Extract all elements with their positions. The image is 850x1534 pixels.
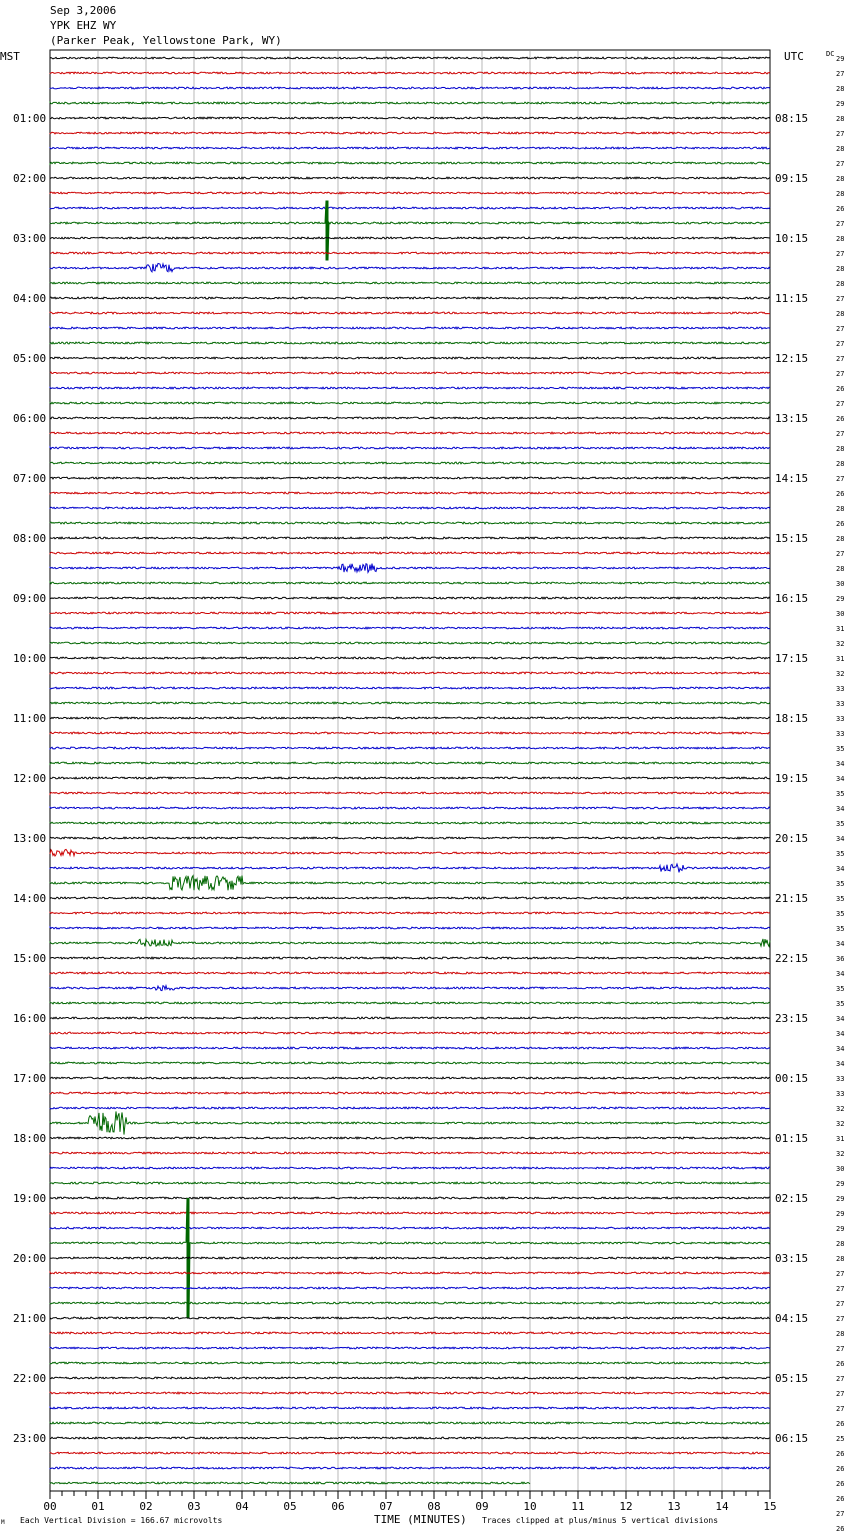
dc-value: 28 — [836, 1330, 845, 1338]
dc-value: 28 — [836, 235, 845, 243]
dc-value: 28 — [836, 145, 845, 153]
trace-line — [50, 777, 770, 779]
dc-value: 29 — [836, 1195, 845, 1203]
trace-line — [50, 492, 770, 494]
x-tick-label: 05 — [283, 1500, 297, 1513]
trace-line — [50, 1092, 770, 1094]
x-tick-label: 00 — [43, 1500, 57, 1513]
x-tick-label: 09 — [475, 1500, 489, 1513]
trace-line — [50, 57, 770, 59]
trace-line — [50, 1332, 770, 1334]
x-axis-title: TIME (MINUTES) — [374, 1513, 467, 1526]
dc-value: 29 — [836, 1225, 845, 1233]
utc-hour-label: 11:15 — [775, 292, 809, 305]
utc-hour-label: 08:15 — [775, 112, 809, 125]
mst-hour-label: 11:00 — [13, 712, 47, 725]
plot-frame — [50, 50, 770, 1491]
mst-hour-label: 14:00 — [13, 892, 47, 905]
trace-line — [50, 1422, 770, 1424]
trace-line — [50, 417, 770, 419]
trace-line — [50, 507, 770, 509]
utc-hour-label: 12:15 — [775, 352, 809, 365]
dc-value: 27 — [836, 475, 845, 483]
trace-line — [50, 402, 770, 404]
dc-value: 28 — [836, 460, 845, 468]
trace-line — [50, 537, 770, 539]
trace-line — [50, 462, 770, 464]
trace-line — [50, 1287, 770, 1289]
trace-line — [50, 252, 770, 254]
dc-value: 28 — [836, 445, 845, 453]
trace-line — [50, 1272, 770, 1274]
trace-line — [50, 297, 770, 299]
x-tick-label: 15 — [763, 1500, 777, 1513]
dc-value: 35 — [836, 925, 845, 933]
dc-value: 28 — [836, 175, 845, 183]
trace-line — [50, 822, 770, 824]
x-axis — [43, 1491, 776, 1513]
dc-value: 33 — [836, 700, 845, 708]
trace-line — [50, 1002, 770, 1004]
dc-value: 29 — [836, 100, 845, 108]
trace-line — [50, 1077, 770, 1079]
x-tick-label: 01 — [91, 1500, 105, 1513]
trace-line — [50, 1302, 770, 1304]
utc-hour-label: 20:15 — [775, 832, 809, 845]
trace-line — [50, 387, 770, 389]
dc-value: 28 — [836, 535, 845, 543]
trace-line — [50, 762, 770, 764]
dc-value: 26 — [836, 415, 845, 423]
header-location: (Parker Peak, Yellowstone Park, WY) — [50, 34, 282, 47]
mst-hour-label: 21:00 — [13, 1312, 47, 1325]
utc-hour-label: 01:15 — [775, 1132, 809, 1145]
dc-value: 35 — [836, 985, 845, 993]
trace-line — [50, 87, 770, 89]
trace-line — [50, 657, 770, 659]
dc-value: 28 — [836, 565, 845, 573]
dc-value: 25 — [836, 1435, 845, 1443]
dc-value: 35 — [836, 820, 845, 828]
dc-value: 26 — [836, 1525, 845, 1533]
trace-line — [50, 1152, 770, 1154]
trace-line — [50, 162, 770, 164]
mst-hour-label: 18:00 — [13, 1132, 47, 1145]
utc-hour-label: 05:15 — [775, 1372, 809, 1385]
trace-line — [50, 564, 770, 573]
trace-line — [50, 1062, 770, 1064]
trace-line — [50, 1347, 770, 1349]
trace-line — [50, 597, 770, 599]
mst-hour-label: 13:00 — [13, 832, 47, 845]
mst-hour-label: 19:00 — [13, 1192, 47, 1205]
mst-hour-label: 10:00 — [13, 652, 47, 665]
dc-value: 35 — [836, 910, 845, 918]
x-tick-label: 04 — [235, 1500, 249, 1513]
trace-line — [50, 102, 770, 104]
trace-line — [50, 864, 770, 872]
dc-value: 26 — [836, 1360, 845, 1368]
mst-hour-label: 02:00 — [13, 172, 47, 185]
mst-hour-label: 22:00 — [13, 1372, 47, 1385]
dc-value: 35 — [836, 895, 845, 903]
utc-hour-label: 04:15 — [775, 1312, 809, 1325]
utc-hour-label: 16:15 — [775, 592, 809, 605]
mst-hour-label: 09:00 — [13, 592, 47, 605]
trace-line — [50, 327, 770, 329]
dc-value: 26 — [836, 1480, 845, 1488]
trace-line — [50, 1167, 770, 1169]
dc-value: 28 — [836, 280, 845, 288]
utc-hour-label: 00:15 — [775, 1072, 809, 1085]
dc-value: 27 — [836, 325, 845, 333]
x-tick-label: 07 — [379, 1500, 393, 1513]
dc-value: 33 — [836, 1075, 845, 1083]
utc-hour-label: 17:15 — [775, 652, 809, 665]
dc-value: 26 — [836, 1420, 845, 1428]
trace-line — [50, 522, 770, 524]
trace-line — [50, 717, 770, 719]
dc-value: 29 — [836, 55, 845, 63]
utc-hour-label: 09:15 — [775, 172, 809, 185]
mst-hour-label: 17:00 — [13, 1072, 47, 1085]
trace-line — [50, 747, 770, 749]
trace-line — [50, 1407, 770, 1409]
dc-value: 33 — [836, 730, 845, 738]
time-labels — [13, 55, 844, 1534]
trace-line — [50, 1257, 770, 1259]
trace-line — [50, 1362, 770, 1364]
dc-value: 26 — [836, 490, 845, 498]
dc-value: 27 — [836, 1300, 845, 1308]
dc-value: 31 — [836, 655, 845, 663]
trace-line — [50, 1111, 770, 1134]
dc-value: 29 — [836, 595, 845, 603]
dc-value: 34 — [836, 970, 845, 978]
dc-value: 27 — [836, 550, 845, 558]
trace-line — [50, 1017, 770, 1019]
dc-value: 28 — [836, 310, 845, 318]
dc-value: 27 — [836, 400, 845, 408]
trace-line — [50, 1227, 770, 1229]
trace-line — [50, 1437, 770, 1439]
trace-line — [50, 582, 770, 584]
utc-hour-label: 10:15 — [775, 232, 809, 245]
trace-line — [50, 1107, 770, 1109]
dc-value: 28 — [836, 190, 845, 198]
utc-hour-label: 06:15 — [775, 1432, 809, 1445]
trace-line — [50, 1212, 770, 1214]
trace-line — [50, 1452, 770, 1454]
clip-note: Traces clipped at plus/minus 5 vertical divisions — [482, 1516, 719, 1525]
dc-value: 32 — [836, 1120, 845, 1128]
dc-value: 27 — [836, 70, 845, 78]
trace-line — [50, 939, 770, 947]
dc-value: 34 — [836, 760, 845, 768]
trace-line — [50, 876, 770, 891]
dc-value: 30 — [836, 610, 845, 618]
dc-value: 36 — [836, 955, 845, 963]
dc-value: 34 — [836, 775, 845, 783]
dc-value: 35 — [836, 790, 845, 798]
dc-value: 28 — [836, 1255, 845, 1263]
trace-line — [50, 849, 770, 856]
dc-value: 27 — [836, 1510, 845, 1518]
trace-line — [50, 372, 770, 374]
dc-value: 29 — [836, 1180, 845, 1188]
dc-value: 27 — [836, 220, 845, 228]
header-station: YPK EHZ WY — [50, 19, 117, 32]
dc-value: 28 — [836, 1240, 845, 1248]
mst-hour-label: 03:00 — [13, 232, 47, 245]
x-tick-label: 08 — [427, 1500, 441, 1513]
mst-hour-label: 08:00 — [13, 532, 47, 545]
trace-line — [50, 72, 770, 74]
utc-hour-label: 18:15 — [775, 712, 809, 725]
trace-line — [50, 642, 770, 644]
trace-line — [50, 132, 770, 134]
dc-value: 26 — [836, 1450, 845, 1458]
x-tick-label: 06 — [331, 1500, 345, 1513]
x-tick-label: 03 — [187, 1500, 201, 1513]
trace-line — [50, 1197, 770, 1199]
dc-value: 27 — [836, 160, 845, 168]
utc-hour-label: 19:15 — [775, 772, 809, 785]
dc-value: 27 — [836, 250, 845, 258]
dc-value: 27 — [836, 1375, 845, 1383]
mst-axis-label: MST — [0, 50, 20, 63]
dc-value: 32 — [836, 640, 845, 648]
trace-line — [50, 807, 770, 809]
dc-value: 27 — [836, 130, 845, 138]
mst-hour-label: 23:00 — [13, 1432, 47, 1445]
dc-value: 34 — [836, 865, 845, 873]
trace-line — [50, 192, 770, 194]
trace-line — [50, 957, 770, 959]
trace-line — [50, 201, 770, 261]
x-tick-label: 13 — [667, 1500, 681, 1513]
trace-line — [50, 1182, 770, 1184]
trace-line — [50, 342, 770, 344]
utc-hour-label: 14:15 — [775, 472, 809, 485]
dc-value: 34 — [836, 1015, 845, 1023]
trace-line — [50, 687, 770, 689]
dc-value: 31 — [836, 1135, 845, 1143]
trace-line — [50, 672, 770, 674]
trace-line — [50, 447, 770, 449]
dc-value: 34 — [836, 1060, 845, 1068]
dc-value: 27 — [836, 1315, 845, 1323]
dc-value: 34 — [836, 1030, 845, 1038]
trace-line — [50, 732, 770, 734]
trace-line — [50, 612, 770, 614]
dc-value: 33 — [836, 685, 845, 693]
trace-line — [50, 177, 770, 179]
trace-line — [50, 432, 770, 434]
utc-hour-label: 21:15 — [775, 892, 809, 905]
trace-line — [50, 117, 770, 119]
utc-hour-label: 15:15 — [775, 532, 809, 545]
dc-value: 31 — [836, 625, 845, 633]
mst-hour-label: 04:00 — [13, 292, 47, 305]
dc-value: 32 — [836, 1150, 845, 1158]
trace-line — [50, 837, 770, 839]
x-tick-label: 14 — [715, 1500, 729, 1513]
trace-line — [50, 927, 770, 929]
mst-hour-label: 01:00 — [13, 112, 47, 125]
trace-line — [50, 972, 770, 974]
dc-value: 28 — [836, 85, 845, 93]
dc-value: 29 — [836, 1210, 845, 1218]
utc-hour-label: 13:15 — [775, 412, 809, 425]
x-tick-label: 02 — [139, 1500, 153, 1513]
dc-value: 32 — [836, 670, 845, 678]
mst-hour-label: 05:00 — [13, 352, 47, 365]
x-tick-label: 11 — [571, 1500, 585, 1513]
mst-hour-label: 06:00 — [13, 412, 47, 425]
scale-note: Each Vertical Division = 166.67 microvolts — [20, 1516, 223, 1525]
dc-value: 28 — [836, 505, 845, 513]
dc-value: 26 — [836, 385, 845, 393]
utc-hour-label: 03:15 — [775, 1252, 809, 1265]
trace-line — [50, 312, 770, 314]
utc-hour-label: 22:15 — [775, 952, 809, 965]
utc-axis-label: UTC — [784, 50, 804, 63]
dc-value: 27 — [836, 430, 845, 438]
dc-value: 34 — [836, 1045, 845, 1053]
dc-value: 34 — [836, 835, 845, 843]
trace-line — [50, 264, 770, 272]
mst-hour-label: 12:00 — [13, 772, 47, 785]
trace-line — [50, 552, 770, 554]
utc-hour-label: 23:15 — [775, 1012, 809, 1025]
dc-value: 32 — [836, 1105, 845, 1113]
mst-hour-label: 20:00 — [13, 1252, 47, 1265]
dc-value: 35 — [836, 1000, 845, 1008]
trace-line — [50, 986, 770, 991]
trace-line — [50, 477, 770, 479]
mst-hour-label: 07:00 — [13, 472, 47, 485]
trace-line — [50, 1047, 770, 1049]
x-tick-label: 10 — [523, 1500, 537, 1513]
dc-value: 30 — [836, 580, 845, 588]
dc-value: 27 — [836, 1285, 845, 1293]
trace-line — [50, 1032, 770, 1034]
trace-line — [50, 357, 770, 359]
dc-value: 27 — [836, 295, 845, 303]
mst-hour-label: 15:00 — [13, 952, 47, 965]
dc-value: 34 — [836, 805, 845, 813]
trace-line — [50, 282, 770, 284]
minute-gridlines — [50, 50, 770, 1491]
trace-line — [50, 1467, 770, 1469]
dc-column-label: DC — [826, 50, 835, 58]
header-date: Sep 3,2006 — [50, 4, 117, 17]
trace-line — [50, 702, 770, 704]
trace-line — [50, 237, 770, 239]
dc-value: 33 — [836, 715, 845, 723]
mst-hour-label: 16:00 — [13, 1012, 47, 1025]
corner-mark: M — [1, 1519, 5, 1526]
trace-line — [50, 897, 770, 899]
dc-value: 26 — [836, 520, 845, 528]
trace-line — [50, 627, 770, 629]
dc-value: 26 — [836, 205, 845, 213]
dc-value: 27 — [836, 370, 845, 378]
trace-line — [50, 1137, 770, 1139]
dc-value: 33 — [836, 1090, 845, 1098]
dc-value: 35 — [836, 745, 845, 753]
trace-line — [50, 1392, 770, 1394]
dc-value: 28 — [836, 265, 845, 273]
trace-line — [50, 147, 770, 149]
dc-value: 34 — [836, 940, 845, 948]
dc-value: 35 — [836, 880, 845, 888]
dc-value: 27 — [836, 1270, 845, 1278]
dc-value: 35 — [836, 850, 845, 858]
dc-value: 27 — [836, 1390, 845, 1398]
utc-hour-label: 02:15 — [775, 1192, 809, 1205]
trace-line — [50, 792, 770, 794]
x-tick-label: 12 — [619, 1500, 633, 1513]
dc-value: 26 — [836, 1495, 845, 1503]
dc-value: 30 — [836, 1165, 845, 1173]
dc-value: 27 — [836, 1345, 845, 1353]
dc-value: 27 — [836, 355, 845, 363]
trace-lines — [50, 57, 770, 1484]
dc-value: 26 — [836, 1465, 845, 1473]
dc-value: 27 — [836, 340, 845, 348]
trace-line — [50, 1317, 770, 1319]
trace-line — [50, 912, 770, 914]
dc-value: 27 — [836, 1405, 845, 1413]
trace-line — [50, 207, 770, 209]
dc-value: 28 — [836, 115, 845, 123]
trace-line — [50, 1377, 770, 1379]
